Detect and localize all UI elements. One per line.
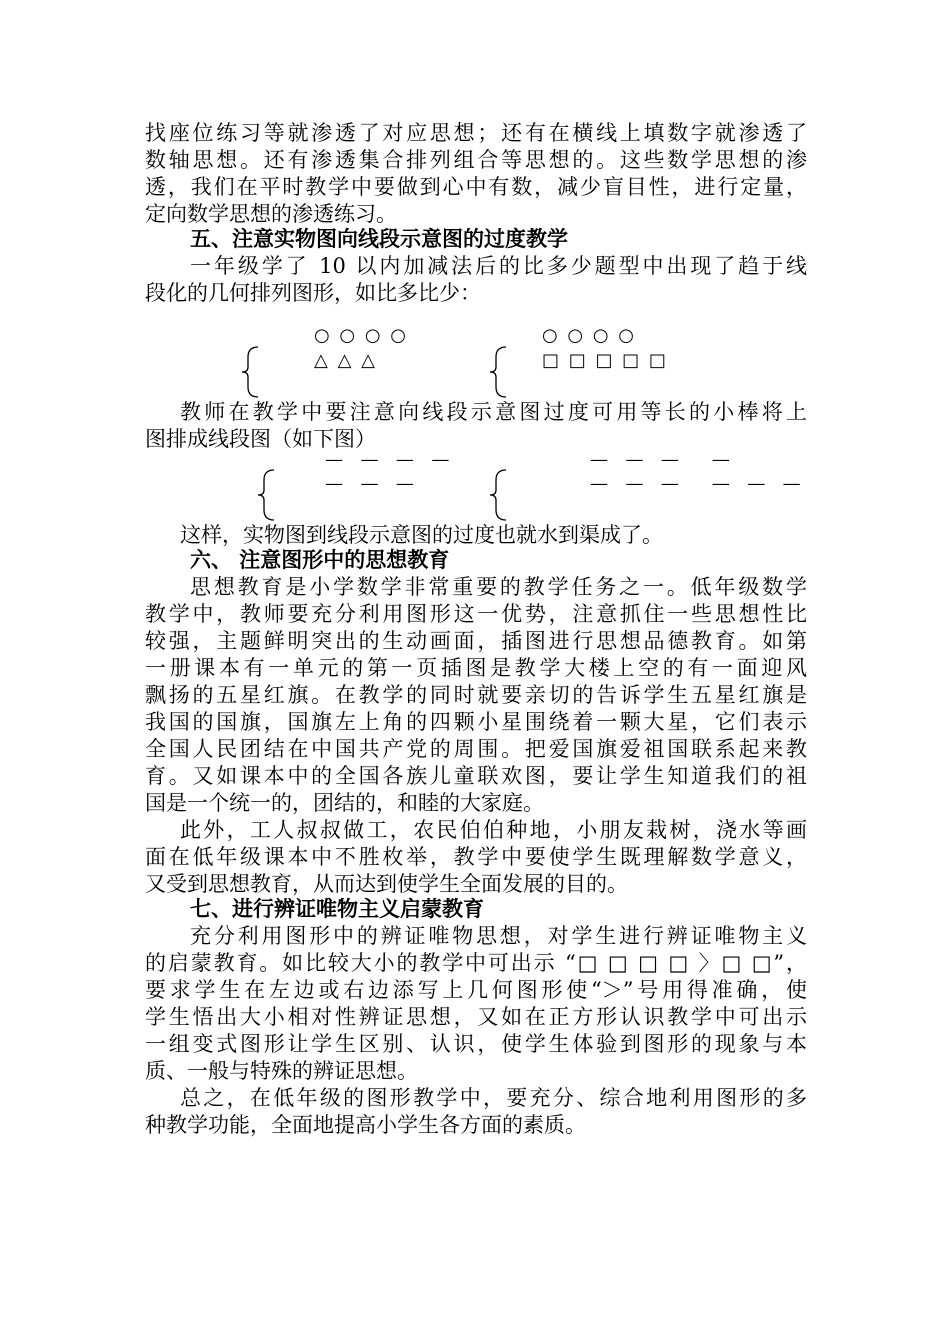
intro-line-4: 定向数学思想的渗透练习。 <box>145 202 397 226</box>
left-brace-icon <box>240 345 262 399</box>
section5-para3: 这样，实物图到线段示意图的过度也就水到渠成了。 <box>180 523 663 547</box>
section7-para2-line-2: 种教学功能，全面地提高小学生各方面的素质。 <box>145 1113 586 1137</box>
left-brace-icon <box>488 345 510 399</box>
section6-para1-line-9: 国是一个统一的，团结的，和睦的大家庭。 <box>145 791 544 815</box>
section6-para1-line-2: 教学中，教师要充分利用图形这一优势，注意抓住一些思想性比 <box>145 602 807 626</box>
section6-para1-line-5: 飘扬的五星红旗。在教学的同时就要亲切的告诉学生五星红旗是 <box>145 683 807 707</box>
section6-para2-line-2: 面在低年级课本中不胜枚举，教学中要使学生既理解数学意义， <box>145 845 807 869</box>
section5-heading: 五、注意实物图向线段示意图的过度教学 <box>190 227 568 251</box>
section5-para1-line-1: 一年级学了 10 以内加减法后的比多少题型中出现了趋于线 <box>190 254 807 278</box>
section6-para1-line-3: 较强，主题鲜明突出的生动画面，插图进行思想品德教育。如第 <box>145 629 807 653</box>
figure1-left-circles: ○ ○ ○ ○ <box>314 325 408 346</box>
figure2-left-segments-top: — — — — <box>325 449 452 470</box>
intro-line-3: 透，我们在平时教学中要做到心中有数，减少盲目性，进行定量， <box>145 175 807 199</box>
figure2-right-segments-top: — — — — <box>590 449 732 470</box>
section5-para2-line-1: 教师在教学中要注意向线段示意图过度可用等长的小棒将上 <box>180 400 807 424</box>
section7-para1-line-4: 学生悟出大小相对性辨证思想，又如在正方形认识教学中可出示 <box>145 1005 807 1029</box>
section6-para2-line-1: 此外，工人叔叔做工，农民伯伯种地，小朋友栽树，浇水等画 <box>180 818 807 842</box>
section5-para1-line-2: 段化的几何排列图形，如比多比少： <box>145 281 481 305</box>
section6-para1-line-1: 思想教育是小学数学非常重要的教学任务之一。低年级数学 <box>190 575 807 599</box>
section6-para1-line-4: 一册课本有一单元的第一页插图是教学大楼上空的有一面迎风 <box>145 656 807 680</box>
section7-heading: 七、进行辨证唯物主义启蒙教育 <box>190 897 484 921</box>
left-brace-icon <box>488 468 510 522</box>
section6-para1-line-8: 育。又如课本中的全国各族儿童联欢图，要让学生知道我们的祖 <box>145 764 807 788</box>
section7-para1-line-1: 充分利用图形中的辨证唯物思想，对学生进行辨证唯物主义 <box>190 924 807 948</box>
section7-para1-line-3: 要求学生在左边或右边添写上几何图形使“＞”号用得准确，使 <box>145 978 807 1002</box>
intro-line-1: 找座位练习等就渗透了对应思想；还有在横线上填数字就渗透了 <box>145 121 807 145</box>
figure1-left-triangles: △ △ △ <box>314 350 377 371</box>
section6-para1-line-6: 我国的国旗，国旗左上角的四颗小星围绕着一颗大星，它们表示 <box>145 710 807 734</box>
left-brace-icon <box>256 468 278 522</box>
figure2-right-segments-bottom: — — — — — — <box>590 473 803 494</box>
section6-heading: 六、 注意图形中的思想教育 <box>190 548 450 572</box>
section7-para2-line-1: 总之，在低年级的图形教学中，要充分、综合地利用图形的多 <box>180 1086 807 1110</box>
section6-para2-line-3: 又受到思想教育，从而达到使学生全面发展的目的。 <box>145 872 628 896</box>
figure1-right-circles: ○ ○ ○ ○ <box>542 325 636 346</box>
section7-para1-line-2: 的启蒙教育。如比较大小的教学中可出示 “□ □ □ □ 〉□ □”， <box>145 951 807 975</box>
section6-para1-line-7: 全国人民团结在中国共产党的周围。把爱国旗爱祖国联系起来教 <box>145 737 807 761</box>
section5-para2-line-2: 图排成线段图（如下图） <box>145 427 376 451</box>
section7-para1-line-6: 质、一般与特殊的辨证思想。 <box>145 1059 418 1083</box>
figure1-right-squares: □ □ □ □ □ <box>542 350 668 371</box>
intro-line-2: 数轴思想。还有渗透集合排列组合等思想的。这些数学思想的渗 <box>145 148 807 172</box>
figure2-left-segments-bottom: — — — <box>325 473 416 494</box>
section7-para1-line-5: 一组变式图形让学生区别、认识，使学生体验到图形的现象与本 <box>145 1032 807 1056</box>
